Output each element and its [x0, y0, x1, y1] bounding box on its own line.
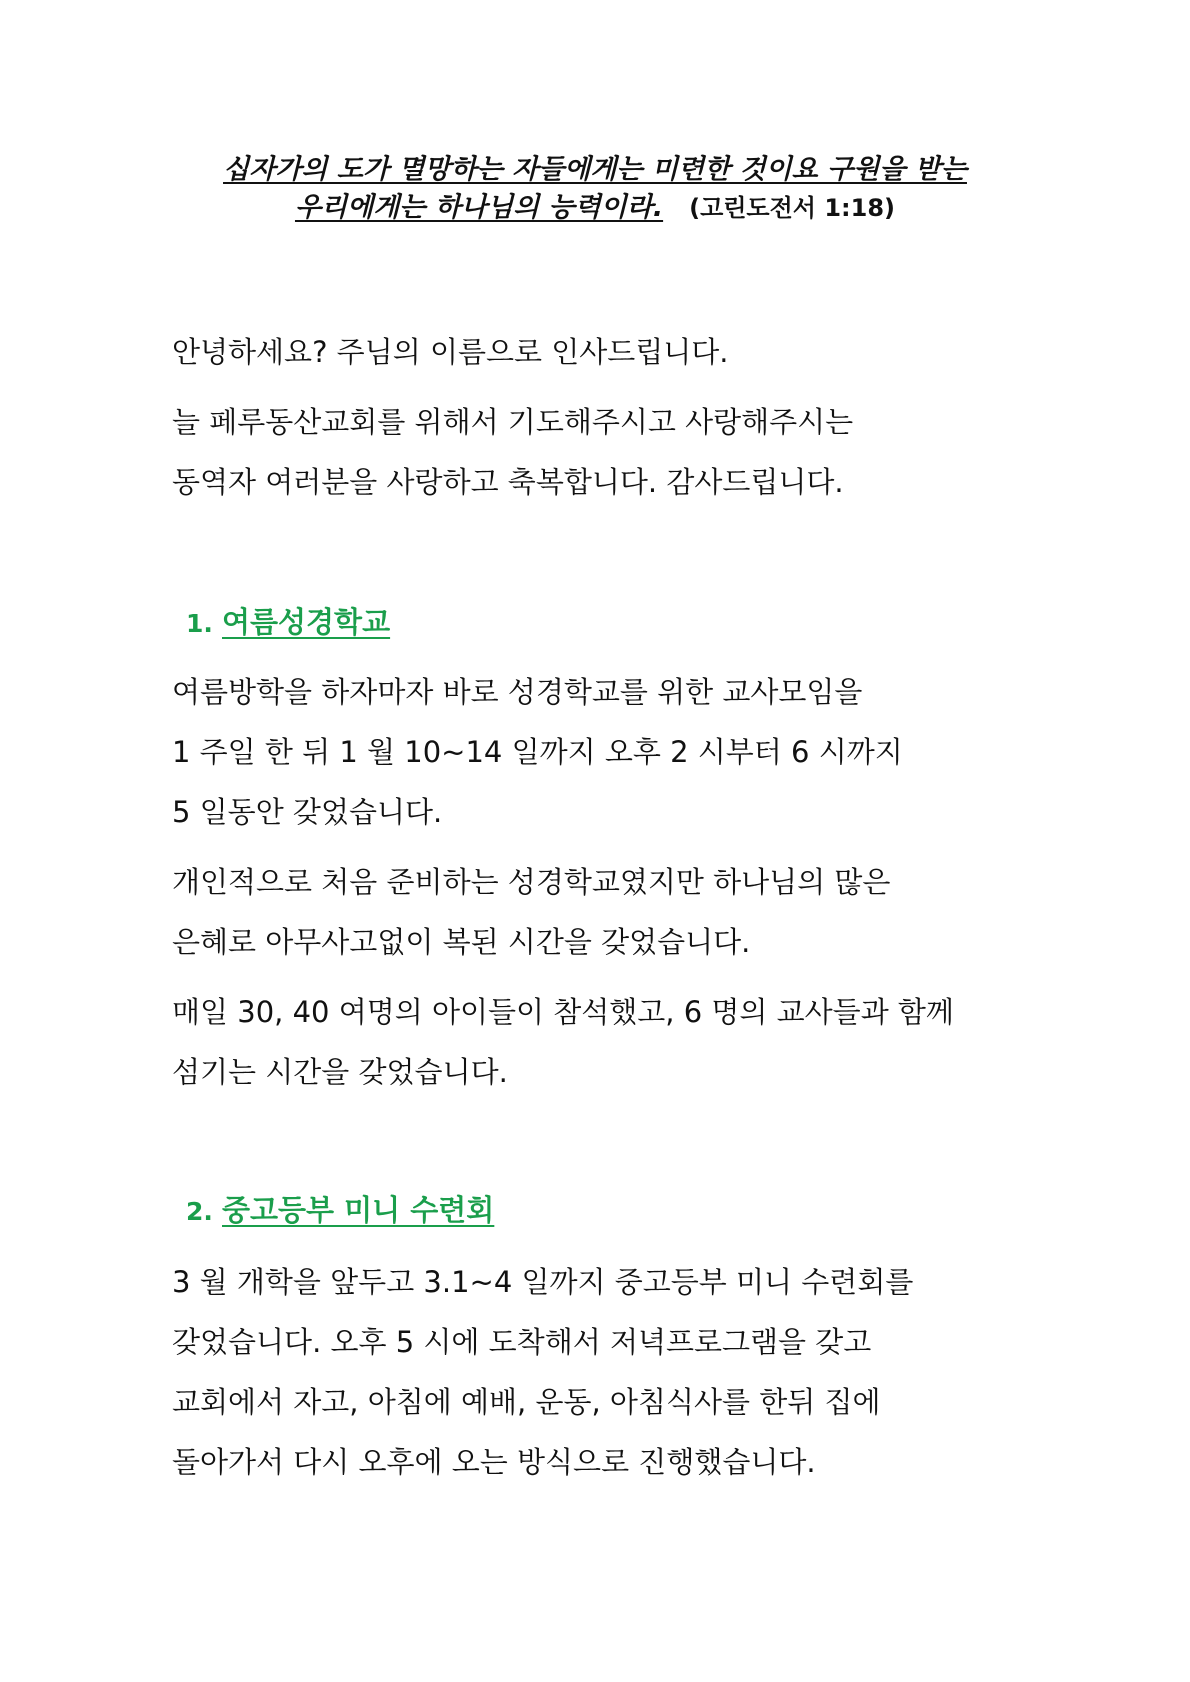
- verse-text-1: 십자가의 도가 멸망하는 자들에게는 미련한 것이요 구원을 받는: [223, 154, 967, 185]
- section-1-line-7: 섬기는 시간을 갖었습니다.: [172, 1055, 508, 1089]
- section-number-2: 2.: [186, 1197, 213, 1226]
- section-heading-1: [186, 602, 390, 644]
- section-2-line-4: 돌아가서 다시 오후에 오는 방식으로 진행했습니다.: [172, 1445, 816, 1479]
- section-title-1: 여름성경학교: [222, 605, 391, 639]
- section-number-1: 1.: [186, 609, 213, 638]
- section-2-line-2: 갖었습니다. 오후 5 시에 도착해서 저녁프로그램을 갖고: [172, 1325, 872, 1359]
- section-1-line-4: 개인적으로 처음 준비하는 성경학교였지만 하나님의 많은: [172, 865, 891, 899]
- section-1-line-2: 1 주일 한 뒤 1 월 10~14 일까지 오후 2 시부터 6 시까지: [172, 735, 903, 769]
- verse-reference: (고린도전서 1:18): [689, 194, 896, 222]
- section-1-line-5: 은혜로 아무사고없이 복된 시간을 갖었습니다.: [172, 925, 751, 959]
- section-2-line-1: 3 월 개학을 앞두고 3.1~4 일까지 중고등부 미니 수련회를: [172, 1265, 914, 1299]
- greeting-line-1: 안녕하세요? 주님의 이름으로 인사드립니다.: [172, 335, 729, 369]
- section-1-line-3: 5 일동안 갖었습니다.: [172, 795, 443, 829]
- section-2-line-3: 교회에서 자고, 아침에 예배, 운동, 아침식사를 한뒤 집에: [172, 1385, 881, 1419]
- greeting-line-2: 늘 페루동산교회를 위해서 기도해주시고 사랑해주시는: [172, 405, 854, 439]
- greeting-line-3: 동역자 여러분을 사랑하고 축복합니다. 감사드립니다.: [172, 465, 844, 499]
- section-title-2: 중고등부 미니 수련회: [222, 1193, 495, 1227]
- section-1-line-1: 여름방학을 하자마자 바로 성경학교를 위한 교사모임을: [172, 675, 863, 709]
- section-1-line-6: 매일 30, 40 여명의 아이들이 참석했고, 6 명의 교사들과 함께: [172, 995, 954, 1029]
- verse-line-2: [0, 190, 1190, 226]
- verse-line-1: [0, 152, 1190, 188]
- section-heading-2: [186, 1190, 494, 1232]
- verse-text-2: 우리에게는 하나님의 능력이라.: [294, 192, 664, 223]
